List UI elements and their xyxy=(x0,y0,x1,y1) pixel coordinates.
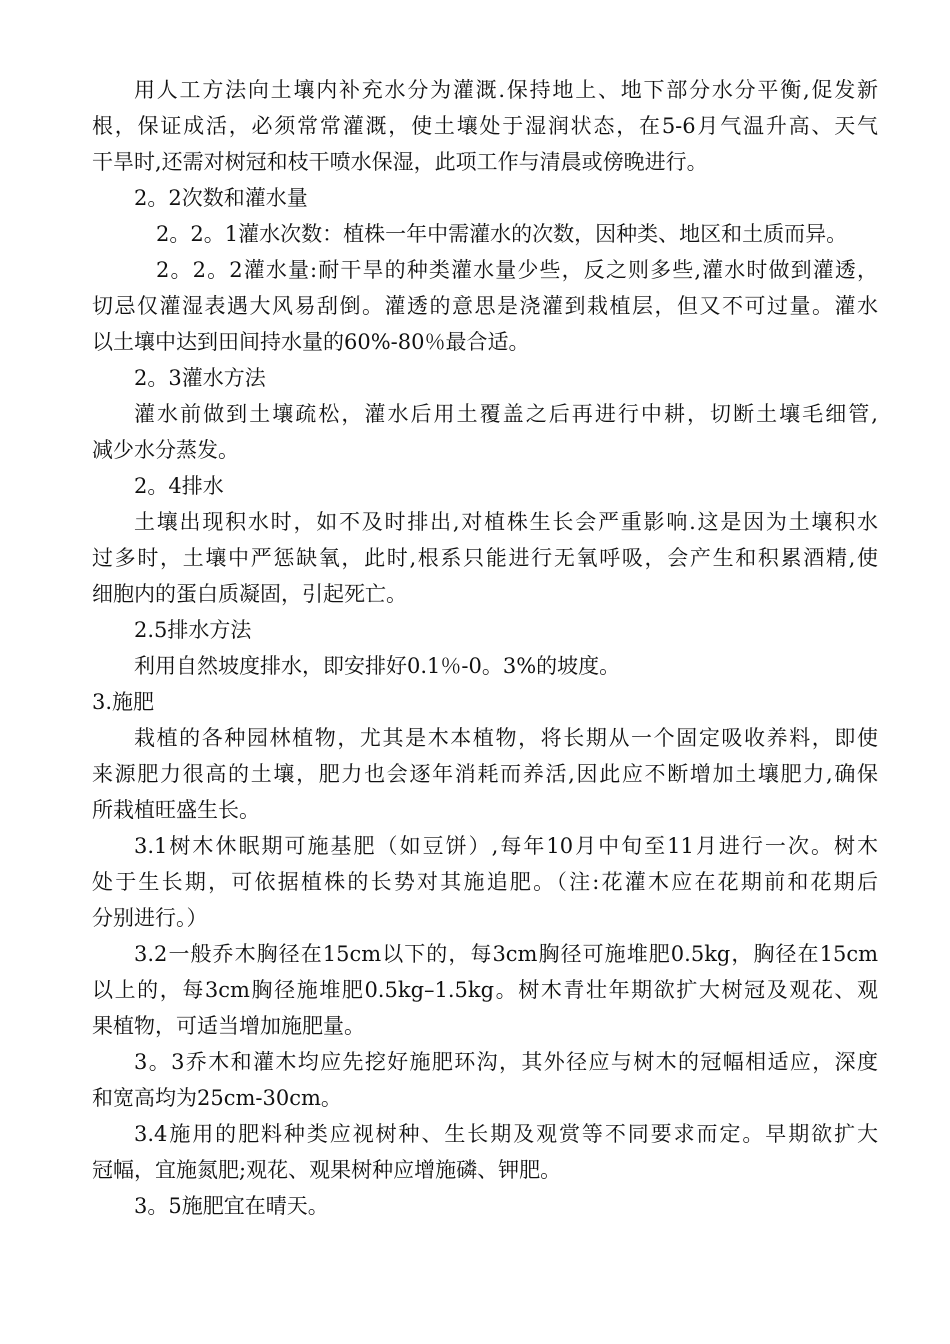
section-heading: 2。4排水 xyxy=(134,474,224,498)
paragraph-line: 来源肥力很高的土壤，肥力也会逐年消耗而养活,因此应不断增加土壤肥力,确保 xyxy=(92,762,878,786)
paragraph-line: 果植物，可适当增加施肥量。 xyxy=(92,1014,365,1038)
paragraph-line: 过多时，土壤中严惩缺氧，此时,根系只能进行无氧呼吸，会产生和积累酒精,使 xyxy=(92,546,878,570)
chapter-heading: 3.施肥 xyxy=(92,690,155,714)
section-heading: 2。3灌水方法 xyxy=(134,366,266,390)
paragraph-line: 处于生长期，可依据植株的长势对其施追肥。（注:花灌木应在花期前和花期后 xyxy=(92,870,878,894)
section-heading: 2。2次数和灌水量 xyxy=(134,186,308,210)
paragraph-line: 用人工方法向土壤内补充水分为灌溉.保持地上、地下部分水分平衡,促发新 xyxy=(134,78,878,102)
paragraph-line: 3。3乔木和灌木均应先挖好施肥环沟，其外径应与树木的冠幅相适应，深度 xyxy=(134,1050,878,1074)
paragraph-line: 土壤出现积水时，如不及时排出,对植株生长会严重影响.这是因为土壤积水 xyxy=(134,510,878,534)
document-page xyxy=(92,72,878,1224)
paragraph-line: 栽植的各种园林植物，尤其是木本植物，将长期从一个固定吸收养料，即使 xyxy=(134,726,878,750)
paragraph-line: 根，保证成活，必须常常灌溉，使土壤处于湿润状态，在5-6月气温升高、天气 xyxy=(92,114,878,138)
paragraph-line: 以土壤中达到田间持水量的60%-80％最合适。 xyxy=(92,330,530,354)
paragraph-line: 冠幅，宜施氮肥;观花、观果树种应增施磷、钾肥。 xyxy=(92,1158,562,1182)
subsection-line: 2。2。1灌水次数：植株一年中需灌水的次数，因种类、地区和土质而异。 xyxy=(156,222,848,246)
paragraph-line: 3.4施用的肥料种类应视树种、生长期及观赏等不同要求而定。早期欲扩大 xyxy=(134,1122,878,1146)
paragraph-line: 分别进行。） xyxy=(92,906,208,930)
paragraph-line: 3.1树木休眠期可施基肥（如豆饼）,每年10月中旬至11月进行一次。树木 xyxy=(134,834,878,858)
paragraph-line: 3.2一般乔木胸径在15cm以下的，每3cm胸径可施堆肥0.5kg，胸径在15cm xyxy=(134,942,878,966)
paragraph-line: 减少水分蒸发。 xyxy=(92,438,239,462)
paragraph-line: 细胞内的蛋白质凝固，引起死亡。 xyxy=(92,582,407,606)
paragraph-line: 灌水前做到土壤疏松，灌水后用土覆盖之后再进行中耕，切断土壤毛细管, xyxy=(134,402,878,426)
paragraph-line: 所栽植旺盛生长。 xyxy=(92,798,260,822)
paragraph-line: 3。5施肥宜在晴天。 xyxy=(134,1194,329,1218)
subsection-line: 2。2。2灌水量:耐干旱的种类灌水量少些，反之则多些,灌水时做到灌透， xyxy=(156,258,878,282)
section-heading: 2.5排水方法 xyxy=(134,618,252,642)
paragraph-line: 切忌仅灌湿表遇大风易刮倒。灌透的意思是浇灌到栽植层，但又不可过量。灌水 xyxy=(92,294,878,318)
paragraph-line: 利用自然坡度排水，即安排好0.1％-0。3%的坡度。 xyxy=(134,654,621,678)
paragraph-line: 和宽高均为25cm-30cm。 xyxy=(92,1086,342,1110)
paragraph-line: 以上的，每3cm胸径施堆肥0.5kg–1.5kg。树木青壮年期欲扩大树冠及观花、观 xyxy=(92,978,878,1002)
paragraph-line: 干旱时,还需对树冠和枝干喷水保湿，此项工作与清晨或傍晚进行。 xyxy=(92,150,708,174)
